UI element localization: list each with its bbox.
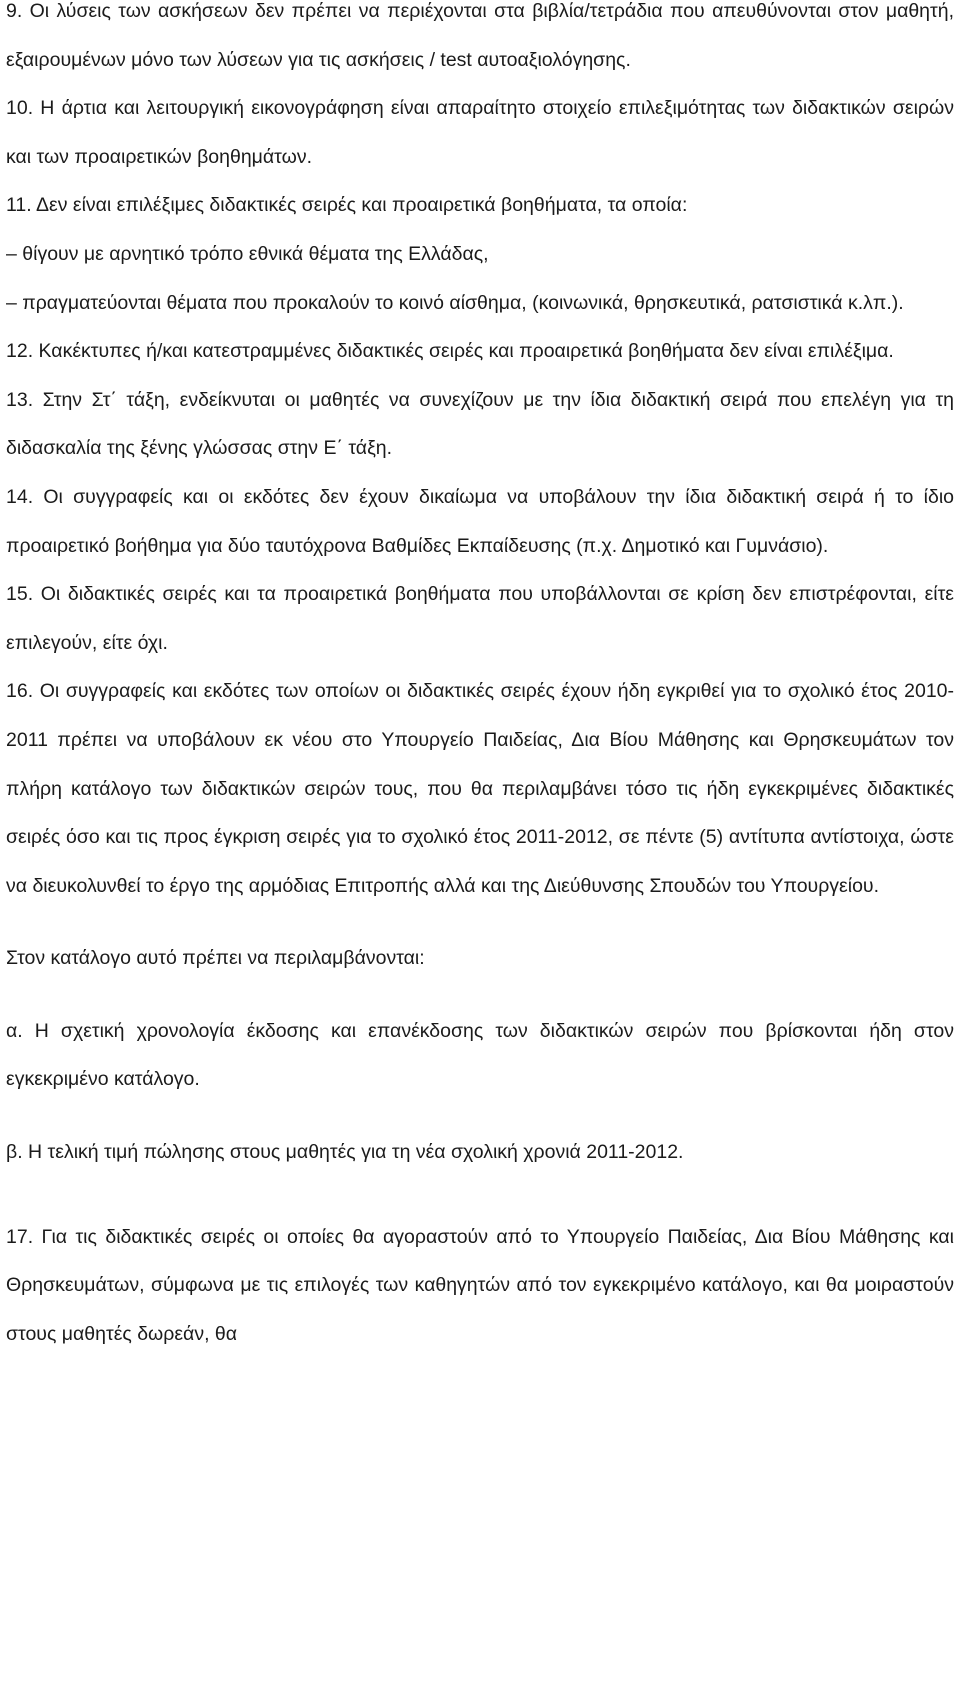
paragraph-10: 10. Η άρτια και λειτουργική εικονογράφηση είναι απαραίτητο στοιχείο επιλεξιμότητας των διδακτικών σειρών και των προαιρετικών βοηθημάτων. xyxy=(6,97,954,168)
paragraph-9: 9. Οι λύσεις των ασκήσεων δεν πρέπει να περιέχονται στα βιβλία/τετράδια που απευθύνονται στον μαθητή, εξαιρουμένων μόνο των λύσεων για τις ασκήσεις / test αυτοαξιολόγησης. xyxy=(6,0,954,71)
paragraph-11: 11. Δεν είναι επιλέξιμες διδακτικές σειρές και προαιρετικά βοηθήματα, τα οποία: xyxy=(6,194,688,217)
catalog-item-b: β. Η τελική τιμή πώλησης στους μαθητές για τη νέα σχολική χρονιά 2011-2012. xyxy=(6,1141,684,1164)
list-item-offensive-topics: – πραγματεύονται θέματα που προκαλούν το κοινό αίσθημα, (κοινωνικά, θρησκευτικά, ρατσιστικά κ.λπ.). xyxy=(6,291,904,314)
paragraph-14: 14. Οι συγγραφείς και οι εκδότες δεν έχουν δικαίωμα να υποβάλουν την ίδια διδακτική σειρά ή το ίδιο προαιρετικό βοήθημα για δύο ταυτόχρονα Βαθμίδες Εκπαίδευσης (π.χ. Δημοτικό και Γυμνάσιο). xyxy=(6,485,954,557)
list-item-national-issues: – θίγουν με αρνητικό τρόπο εθνικά θέματα της Ελλάδας, xyxy=(6,242,489,265)
catalog-intro: Στον κατάλογο αυτό πρέπει να περιλαμβάνονται: xyxy=(6,947,425,970)
paragraph-16: 16. Οι συγγραφείς και εκδότες των οποίων οι διδακτικές σειρές έχουν ήδη εγκριθεί για το σχολικό έτος 2010-2011 πρέπει να υποβάλουν εκ νέου στο Υπουργείο Παιδείας, Δια Βίου Μάθησης και Θρησκευμάτων τον πλήρη κατάλογο των διδακτικών σειρών τους, που θα περιλαμβάνει τόσο τις ήδη εγκεκριμένες διδακτικές σειρές όσο και τις προς έγκριση σειρές για το σχολικό έτος 2011-2012, σε πέντε (5) αντίτυπα αντίστοιχα, ώστε να διευκολυνθεί το έργο της αρμόδιας Επιτροπής αλλά και της Διεύθυνσης Σπουδών του Υπουργείου. xyxy=(6,680,954,897)
paragraph-12: 12. Κακέκτυπες ή/και κατεστραμμένες διδακτικές σειρές και προαιρετικά βοηθήματα δεν είναι επιλέξιμα. xyxy=(6,340,894,363)
paragraph-13: 13. Στην Στ΄ τάξη, ενδείκνυται οι μαθητές να συνεχίζουν με την ίδια διδακτική σειρά που επελέγη για τη διδασκαλία της ξένης γλώσσας στην Ε΄ τάξη. xyxy=(6,388,954,460)
catalog-item-a: α. Η σχετική χρονολογία έκδοσης και επανέκδοσης των διδακτικών σειρών που βρίσκονται ήδη στον εγκεκριμένο κατάλογο. xyxy=(6,1019,954,1091)
paragraph-15: 15. Οι διδακτικές σειρές και τα προαιρετικά βοηθήματα που υποβάλλονται σε κρίση δεν επιστρέφονται, είτε επιλεγούν, είτε όχι. xyxy=(6,583,954,654)
paragraph-17: 17. Για τις διδακτικές σειρές οι οποίες θα αγοραστούν από το Υπουργείο Παιδείας, Δια Βίου Μάθησης και Θρησκευμάτων, σύμφωνα με τις επιλογές των καθηγητών από τον εγκεκριμένο κατάλογο, και θα μοιραστούν στους μαθητές δωρεάν, θα xyxy=(6,1225,954,1345)
